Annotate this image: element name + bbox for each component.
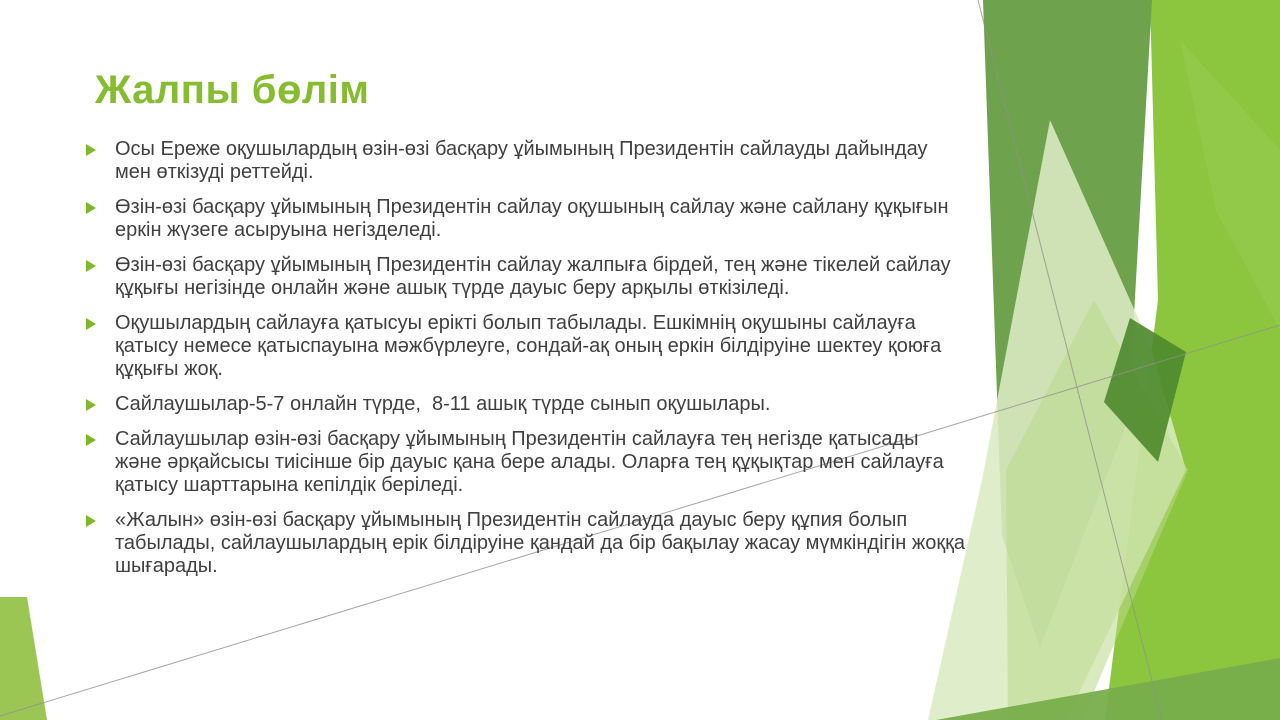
bullet-text: Сайлаушылар-5-7 онлайн түрде, 8-11 ашық түрде сынып оқушылары. <box>115 393 771 415</box>
bullet-item <box>86 393 966 416</box>
bullet-triangle-icon <box>86 144 96 156</box>
bullet-triangle-icon <box>86 260 96 272</box>
slide-content <box>86 66 976 590</box>
bullet-item <box>86 428 966 497</box>
bullet-item <box>86 138 966 184</box>
bullet-triangle-icon <box>86 399 96 411</box>
bullet-item <box>86 312 966 381</box>
bullet-triangle-icon <box>86 434 96 446</box>
bullet-item <box>86 254 966 300</box>
bullet-item <box>86 509 971 578</box>
bullet-list <box>86 138 976 578</box>
bullet-triangle-icon <box>86 318 96 330</box>
bullet-triangle-icon <box>86 515 96 527</box>
bullet-item <box>86 196 966 242</box>
bullet-triangle-icon <box>86 202 96 214</box>
bullet-text: Өзін-өзі басқару ұйымының Президентін сайлау жалпыға бірдей, тең және тікелей сайлау құқығы негізінде онлайн және ашық түрде дауыс беру арқылы өткізіледі. <box>115 254 957 299</box>
slide-title: Жалпы бөлім <box>95 68 370 112</box>
bullet-text: Осы Ереже оқушылардың өзін-өзі басқару ұйымының Президентін сайлауды дайындау мен өткізуді реттейді. <box>115 138 934 183</box>
bullet-text: Сайлаушылар өзін-өзі басқару ұйымының Президентін сайлауға тең негізде қатысады және әрқайсысы тиісінше бір дауыс қана бере алады. Оларға тең құқықтар мен сайлауға қатысу шарттарына кепілдік беріледі. <box>115 428 950 496</box>
bullet-text: Өзін-өзі басқару ұйымының Президентін сайлау оқушының сайлау және сайлану құқығын еркін жүзеге асыруына негізделеді. <box>115 196 955 241</box>
edge-sliver-shape <box>0 597 47 720</box>
bullet-text: «Жалын» өзін-өзі басқару ұйымының Президентін сайлауда дауыс беру құпия болып табылады, сайлаушылардың ерік білдіруіне қандай да бір бақылау жасау мүмкіндігін жоққа шығарады. <box>115 509 971 577</box>
bullet-text: Оқушылардың сайлауға қатысуы ерікті болып табылады. Ешкімнің оқушыны сайлауға қатысу немесе қатыспауына мәжбүрлеуге, сондай-ақ оның еркін білдіруіне шектеу қоюға құқығы жоқ. <box>115 312 947 380</box>
